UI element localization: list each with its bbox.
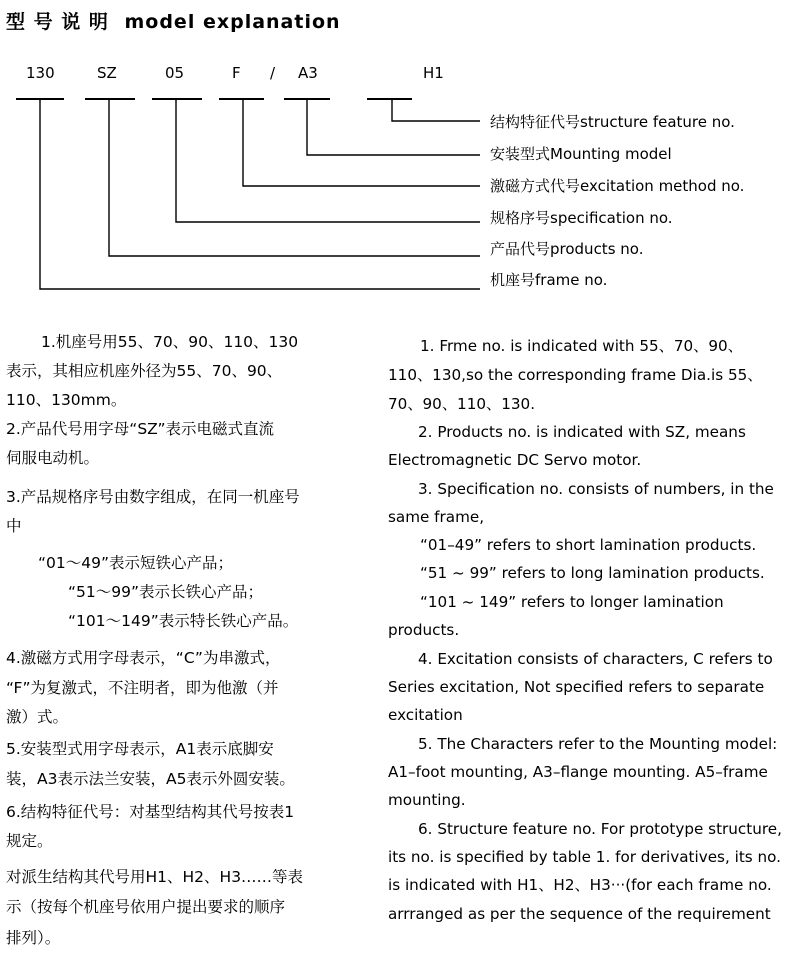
connector-frame [40,99,480,289]
code-frame: 130 [26,64,55,82]
en-line: 6. Structure feature no. For prototype structure, [418,820,782,838]
en-line: excitation [388,706,463,724]
cn-line: “F”为复激式，不注明者，即为他激（并 [6,679,279,697]
en-line: 4. Excitation consists of characters, C refers to [418,650,773,668]
label-mounting-model: 安装型式Mounting model [490,145,672,163]
cn-line: 对派生结构其代号用H1、H2、H3……等表 [6,868,304,886]
en-line: “51 ~ 99” refers to long lamination products. [420,564,765,582]
cn-line: 中 [6,517,22,535]
en-line: Series excitation, Not specified refers to separate [388,678,765,696]
connector-feature [392,99,480,121]
model-code-tree [0,0,800,300]
en-line: arrranged as per the sequence of the requirement [388,905,771,923]
cn-line: 示（按每个机座号依用户提出要求的顺序 [6,898,286,916]
cn-line: 规定。 [6,832,53,850]
en-line: 70、90、110、130. [388,395,536,413]
cn-line: 3.产品规格序号由数字组成，在同一机座号 [6,488,300,506]
en-line: “101 ~ 149” refers to longer lamination [420,593,724,611]
cn-line: 表示，其相应机座外径为55、70、90、 [6,362,283,380]
en-line: same frame, [388,508,485,526]
en-line: its no. is specified by table 1. for derivatives, its no. [388,848,782,866]
en-line: is indicated with H1、H2、H3···(for each frame no. [388,876,772,894]
code-mounting: A3 [298,64,318,82]
cn-line: “101～149”表示特长铁心产品。 [68,612,299,630]
en-line: mounting. [388,791,466,809]
cn-line: 6.结构特征代号：对基型结构其代号按表1 [6,803,295,821]
en-line: A1–foot mounting, A3–flange mounting. A5–frame [388,763,768,781]
en-line: 110、130,so the corresponding frame Dia.is 55、 [388,366,763,384]
label-specification: 规格序号specification no. [490,209,673,227]
cn-line: 装，A3表示法兰安装，A5表示外圆安装。 [6,770,295,788]
code-feature: H1 [423,64,444,82]
cn-line: 激）式。 [6,708,69,726]
title-en: model explanation [124,11,341,33]
en-line: 2. Products no. is indicated with SZ, means [418,423,746,441]
label-products: 产品代号products no. [490,240,644,258]
cn-line: 110、130mm。 [6,391,127,409]
code-spec: 05 [165,64,185,82]
connector-mounting [307,99,480,155]
cn-line: 5.安装型式用字母表示，A1表示底脚安 [6,740,274,758]
en-line: 3. Specification no. consists of numbers, in the [418,480,774,498]
cn-line: “01～49”表示短铁心产品； [38,554,234,572]
label-structure-feature: 结构特征代号structure feature no. [490,113,735,131]
cn-line: 4.激磁方式用字母表示，“C”为串激式， [6,649,281,667]
connector-spec [176,99,480,222]
cn-line: 排列）。 [6,929,61,947]
cn-line: “51～99”表示长铁心产品； [68,583,264,601]
connector-product [109,99,480,256]
code-product: SZ [97,64,117,82]
label-excitation-method: 激磁方式代号excitation method no. [490,177,745,195]
title-cn: 型 号 说 明 [6,11,109,33]
connector-excitation [243,99,480,186]
cn-line: 1.机座号用55、70、90、110、130 [41,333,299,351]
code-slash: / [270,64,276,82]
en-line: “01–49” refers to short lamination products. [420,536,757,554]
en-line: products. [388,621,460,639]
cn-line: 2.产品代号用字母“SZ”表示电磁式直流 [6,420,275,438]
en-line: 5. The Characters refer to the Mounting model: [418,735,778,753]
en-line: 1. Frme no. is indicated with 55、70、90、 [420,337,743,355]
en-line: Electromagnetic DC Servo motor. [388,451,642,469]
code-excitation: F [232,64,241,82]
label-frame: 机座号frame no. [490,271,608,289]
cn-line: 伺服电动机。 [6,449,100,467]
